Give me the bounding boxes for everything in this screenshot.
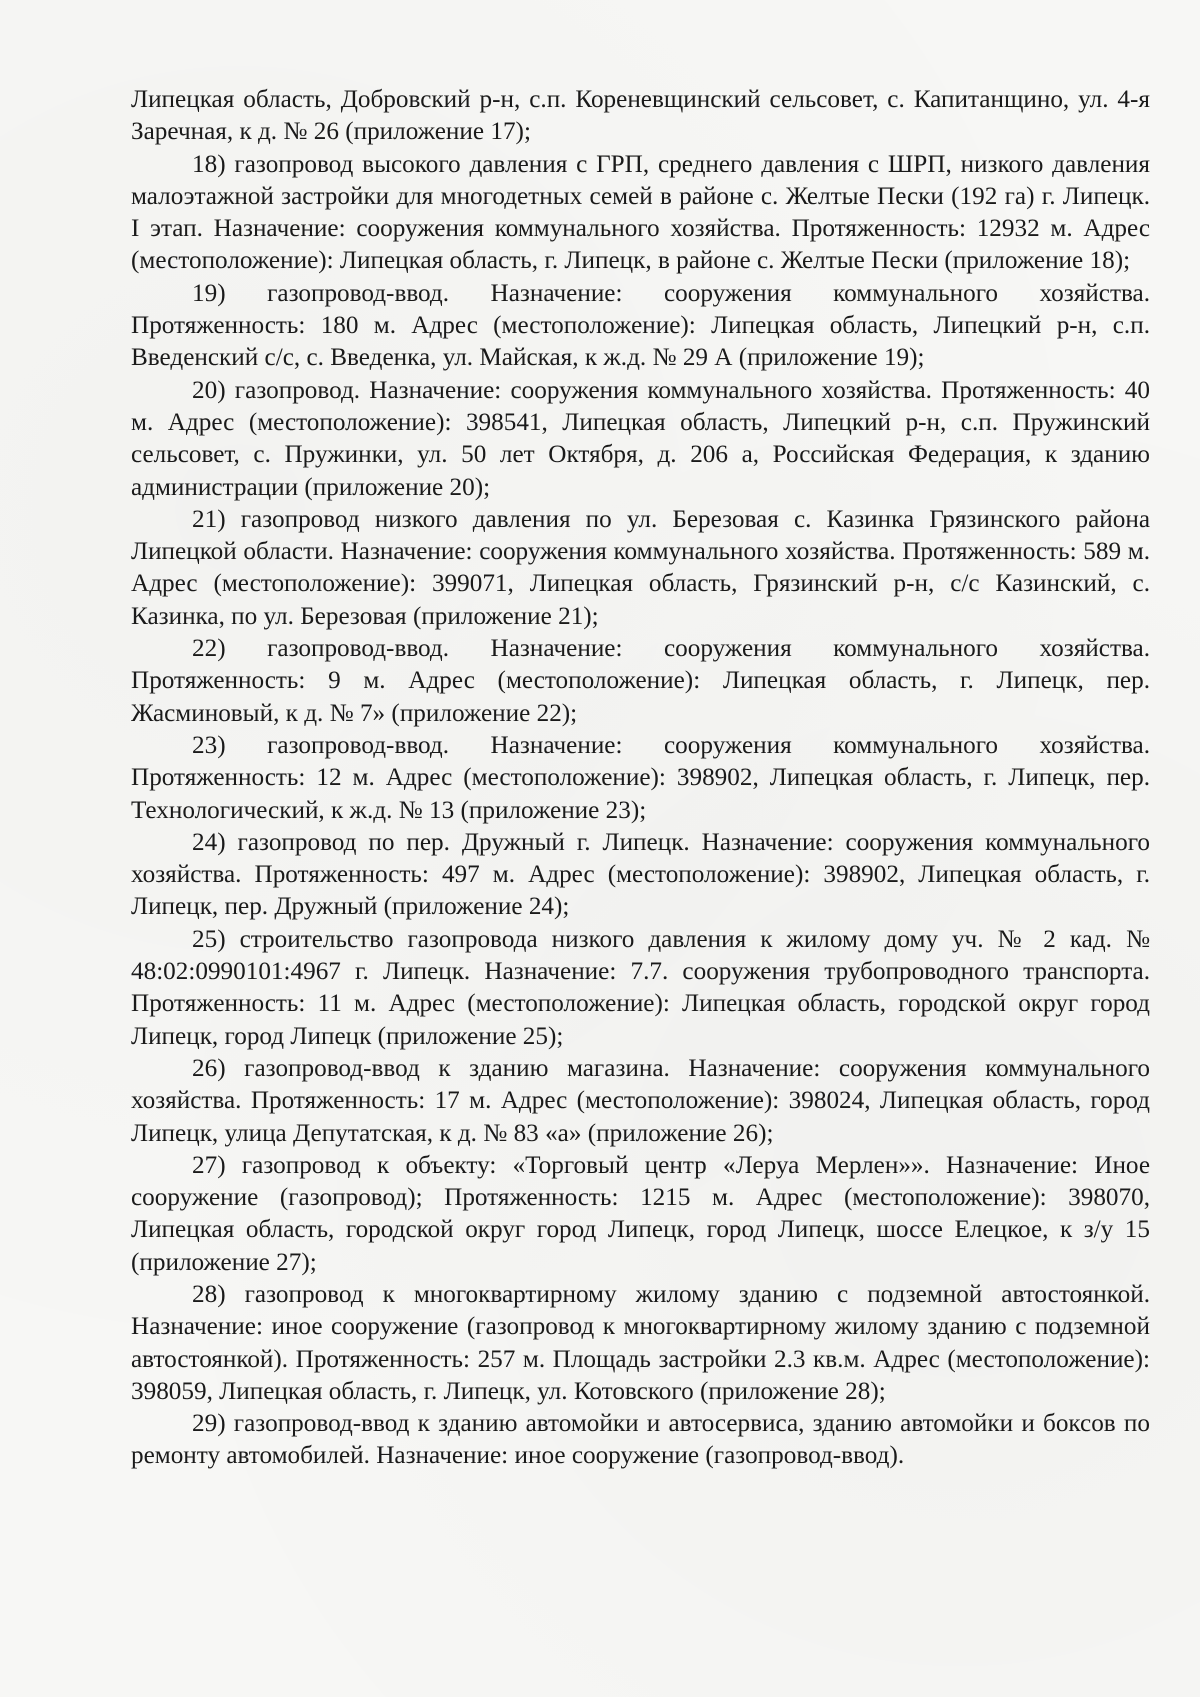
paragraph-item-19: 19) газопровод-ввод. Назначение: сооружения коммунального хозяйства. Протяженность: 180 м. Адрес (местоположение): Липецкая область, Липецкий р-н, с.п. Введенский с/с, с. Введенка, ул. Майская, к ж.д. № 29 А (приложение 19);: [131, 279, 1150, 372]
paragraph-item-25: 25) строительство газопровода низкого давления к жилому дому уч. № 2 кад. № 48:02:0990101:4967 г. Липецк. Назначение: 7.7. сооружения трубопроводного транспорта. Протяженность: 11 м. Адрес (местоположение): Липецкая область, городской округ город Липецк, город Липецк (приложение 25);: [131, 925, 1150, 1050]
paragraph-item-22: 22) газопровод-ввод. Назначение: сооружения коммунального хозяйства. Протяженность: 9 м. Адрес (местоположение): Липецкая область, г. Липецк, пер. Жасминовый, к д. № 7» (приложение 22);: [131, 635, 1150, 727]
paragraph-17-continuation: Липецкая область, Добровский р-н, с.п. Кореневщинский сельсовет, с. Капитанщино, ул. 4-я Заречная, к д. № 26 (приложение 17);: [131, 86, 1150, 146]
paragraph-item-23: 23) газопровод-ввод. Назначение: сооружения коммунального хозяйства. Протяженность: 12 м. Адрес (местоположение): 398902, Липецкая область, г. Липецк, пер. Технологический, к ж.д. № 13 (приложение 23);: [131, 731, 1150, 824]
paragraph-item-20: 20) газопровод. Назначение: сооружения коммунального хозяйства. Протяженность: 40 м. Адрес (местоположение): 398541, Липецкая область, Липецкий р-н, с.п. Пружинский сельсовет, с. Пружинки, ул. 50 лет Октября, д. 206 а, Российская Федерация, к зданию администрации (приложение 20);: [131, 376, 1150, 501]
paragraph-item-21: 21) газопровод низкого давления по ул. Березовая с. Казинка Грязинского района Липецкой области. Назначение: сооружения коммунального хозяйства. Протяженность: 589 м. Адрес (местоположение): 399071, Липецкая область, Грязинский р-н, с/с Казинский, с. Казинка, по ул. Березовая (приложение 21);: [131, 505, 1150, 630]
paragraph-item-26: 26) газопровод-ввод к зданию магазина. Назначение: сооружения коммунального хозяйства. Протяженность: 17 м. Адрес (местоположение): 398024, Липецкая область, город Липецк, улица Депутатская, к д. № 83 «а» (приложение 26);: [131, 1054, 1150, 1147]
paragraph-item-18: 18) газопровод высокого давления с ГРП, среднего давления с ШРП, низкого давления малоэтажной застройки для многодетных семей в районе с. Желтые Пески (192 га) г. Липецк. I этап. Назначение: сооружения коммунального хозяйства. Протяженность: 12932 м. Адрес (местоположение): Липецкая область, г. Липецк, в районе с. Желтые Пески (приложение 18);: [131, 150, 1150, 275]
paragraph-item-29: 29) газопровод-ввод к зданию автомойки и автосервиса, зданию автомойки и боксов по ремонту автомобилей. Назначение: иное сооружение (газопровод-ввод).: [131, 1410, 1150, 1470]
paragraph-item-27: 27) газопровод к объекту: «Торговый центр «Леруа Мерлен»». Назначение: Иное сооружение (газопровод); Протяженность: 1215 м. Адрес (местоположение): 398070, Липецкая область, городской округ город Липецк, город Липецк, шоссе Елецкое, к з/у 15 (приложение 27);: [131, 1151, 1150, 1276]
paragraph-item-24: 24) газопровод по пер. Дружный г. Липецк. Назначение: сооружения коммунального хозяйства. Протяженность: 497 м. Адрес (местоположение): 398902, Липецкая область, г. Липецк, пер. Дружный (приложение 24);: [131, 828, 1150, 921]
paragraph-item-28: 28) газопровод к многоквартирному жилому зданию с подземной автостоянкой. Назначение: иное сооружение (газопровод к многоквартирному жилому зданию с подземной автостоянкой). Протяженность: 257 м. Площадь застройки 2.3 кв.м. Адрес (местоположение): 398059, Липецкая область, г. Липецк, ул. Котовского (приложение 28);: [131, 1280, 1150, 1405]
